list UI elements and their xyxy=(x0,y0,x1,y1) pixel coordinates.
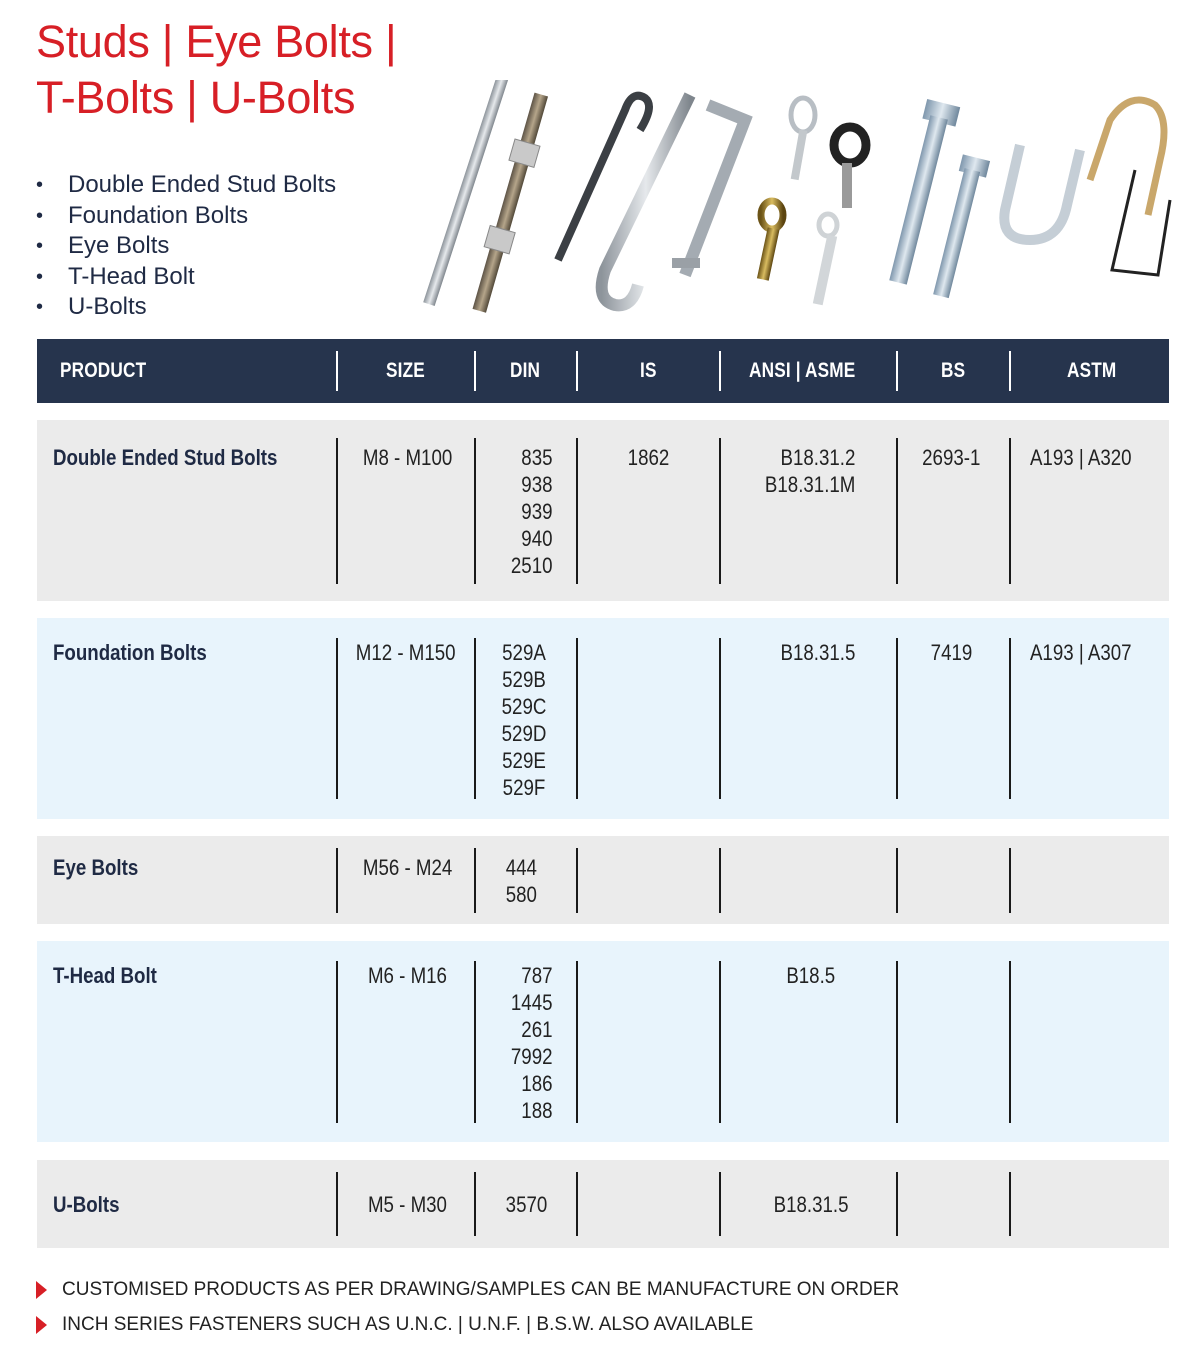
header-bs: BS xyxy=(941,359,966,382)
t-bolt-icon xyxy=(882,99,1001,300)
table-row xyxy=(37,618,1169,819)
foundation-hook-icon xyxy=(558,96,649,260)
page-title xyxy=(36,14,396,126)
product-name: Eye Bolts xyxy=(53,855,139,880)
product-photo xyxy=(400,80,1180,320)
product-name: U-Bolts xyxy=(53,1192,120,1217)
title-line-1: Studs | Eye Bolts | xyxy=(36,16,397,67)
din-values: 835 938 939 940 2510 xyxy=(510,445,553,578)
table-row xyxy=(37,420,1169,601)
ansi-values: B18.31.5 xyxy=(773,1192,849,1217)
product-name: T-Head Bolt xyxy=(53,963,157,988)
header-is: IS xyxy=(640,359,657,382)
bullet-item: • Eye Bolts xyxy=(36,231,336,262)
ansi-values: B18.31.2 B18.31.1M xyxy=(764,445,856,497)
din-values: 3570 xyxy=(505,1192,548,1217)
astm-value: A193 | A307 xyxy=(1029,640,1132,665)
bullet-item: • Double Ended Stud Bolts xyxy=(36,170,336,201)
header-size: SIZE xyxy=(386,359,425,382)
header-divider xyxy=(719,351,721,391)
eye-bolt-icon xyxy=(791,98,815,132)
bullet-item: • Foundation Bolts xyxy=(36,201,336,232)
table-row xyxy=(37,941,1169,1142)
ansi-values: B18.5 xyxy=(786,963,836,988)
arrow-right-icon xyxy=(36,1316,47,1334)
is-value: 1862 xyxy=(627,445,670,470)
title-line-2: T-Bolts | U-Bolts xyxy=(36,72,356,123)
product-name: Foundation Bolts xyxy=(53,640,207,665)
header-product: PRODUCT xyxy=(60,359,147,382)
header-divider xyxy=(474,351,476,391)
u-bolt-icon xyxy=(1004,145,1080,240)
header-ansi-asme: ANSI | ASME xyxy=(749,359,856,382)
table-row xyxy=(37,1160,1169,1248)
header-din: DIN xyxy=(510,359,541,382)
product-bullet-list xyxy=(36,170,336,323)
arrow-right-icon xyxy=(36,1281,47,1299)
bullet-item: • T-Head Bolt xyxy=(36,262,336,293)
din-values: 787 1445 261 7992 186 188 xyxy=(510,963,553,1123)
din-values: 444 580 xyxy=(505,855,537,907)
product-name: Double Ended Stud Bolts xyxy=(53,445,278,470)
footnotes xyxy=(36,1272,899,1342)
bullet-item: • U-Bolts xyxy=(36,292,336,323)
bs-value: 2693-1 xyxy=(922,445,981,470)
table-header xyxy=(37,339,1169,403)
size-value: M6 - M16 xyxy=(367,963,447,988)
din-values: 529A 529B 529C 529D 529E 529F xyxy=(501,640,547,800)
astm-value: A193 | A320 xyxy=(1029,445,1132,470)
table-row xyxy=(37,836,1169,924)
header-divider xyxy=(336,351,338,391)
bs-value: 7419 xyxy=(930,640,973,665)
header-divider xyxy=(896,351,898,391)
size-value: M8 - M100 xyxy=(362,445,453,470)
size-value: M12 - M150 xyxy=(355,640,456,665)
header-divider xyxy=(1009,351,1011,391)
size-value: M5 - M30 xyxy=(367,1192,447,1217)
footnote: INCH SERIES FASTENERS SUCH AS U.N.C. | U.N.F. | B.S.W. ALSO AVAILABLE xyxy=(36,1307,899,1342)
footnote: CUSTOMISED PRODUCTS AS PER DRAWING/SAMPLES CAN BE MANUFACTURE ON ORDER xyxy=(36,1272,899,1307)
size-value: M56 - M24 xyxy=(362,855,453,880)
header-divider xyxy=(576,351,578,391)
header-astm: ASTM xyxy=(1067,359,1117,382)
stud-with-nuts-icon xyxy=(467,91,554,314)
ansi-values: B18.31.5 xyxy=(780,640,856,665)
l-bolt-icon xyxy=(685,105,745,275)
